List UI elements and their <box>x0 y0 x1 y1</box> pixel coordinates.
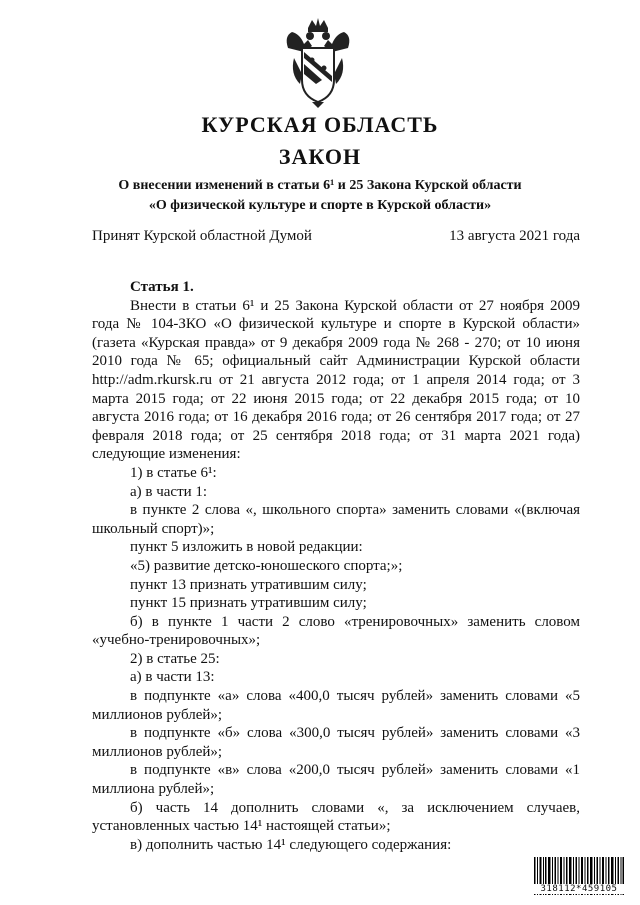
list-item: в пункте 2 слова «, школьного спорта» заменить словами «(включая школьный спорт)»; <box>92 502 580 537</box>
adopted-by: Принят Курской областной Думой <box>92 228 312 244</box>
list-item: пункт 15 признать утратившим силу; <box>130 595 367 612</box>
list-item: в подпункте «в» слова «200,0 тысяч рублей» заменить словами «1 миллиона рублей»; <box>92 762 580 798</box>
law-title <box>60 176 580 216</box>
barcode-number: 318112*459105 <box>534 884 624 894</box>
article-heading: Статья 1. <box>130 279 194 295</box>
list-item: 2) в статье 25: <box>130 650 220 667</box>
list-item: пункт 5 изложить в новой редакции: <box>130 539 363 556</box>
law-body <box>92 278 580 854</box>
law-title-line-2: «О физической культуре и спорте в Курской области» <box>148 198 492 213</box>
list-item: а) в части 1: <box>130 483 208 500</box>
list-item: в подпункте «а» слова «400,0 тысяч рублей» заменить словами «5 миллионов рублей»; <box>92 688 580 723</box>
law-title-line-1: О внесении изменений в статьи 6¹ и 25 Закона Курской области <box>118 178 522 193</box>
list-item: б) в пункте 1 части 2 слово «тренировочных» заменить словом «учебно-тренировочных»; <box>92 613 580 649</box>
list-item: а) в части 13: <box>130 669 215 686</box>
list-item: 1) в статье 6¹: <box>130 464 217 481</box>
article-intro: Внести в статьи 6¹ и 25 Закона Курской области от 27 ноября 2009 года № 104-ЗКО «О физической культуре и спорте в Курской области» (газета «Курская правда» от 9 декабря 2009 года № 268 - 270; от 10 июня 2010 года № 65; официальный сайт Администрации Курской области http://adm.rkursk.ru от 21 августа 2012 года; от 1 апреля 2014 года; от 3 марта 2015 года; от 22 июня 2015 года; от 22 декабря 2015 года; от 10 августа 2016 года; от 16 декабря 2016 года; от 26 сентября 2017 года; от 27 февраля 2018 года; от 25 сентября 2018 года; от 31 марта 2021 года) следующие изменения: <box>92 297 580 463</box>
adoption-date: 13 августа 2021 года <box>449 228 580 244</box>
list-item: в) дополнить частью 14¹ следующего содержания: <box>130 836 452 853</box>
document-type: ЗАКОН <box>278 144 362 169</box>
list-item: в подпункте «б» слова «300,0 тысяч рублей» заменить словами «3 миллионов рублей»; <box>92 725 580 760</box>
list-item: «5) развитие детско-юношеского спорта;»; <box>130 557 403 574</box>
region-name: КУРСКАЯ ОБЛАСТЬ <box>201 112 439 137</box>
coat-of-arms-icon <box>282 18 354 108</box>
list-item: пункт 13 признать утратившим силу; <box>130 576 367 593</box>
list-item: б) часть 14 дополнить словами «, за исключением случаев, установленных частью 14¹ настоящей статьи»; <box>92 799 580 835</box>
